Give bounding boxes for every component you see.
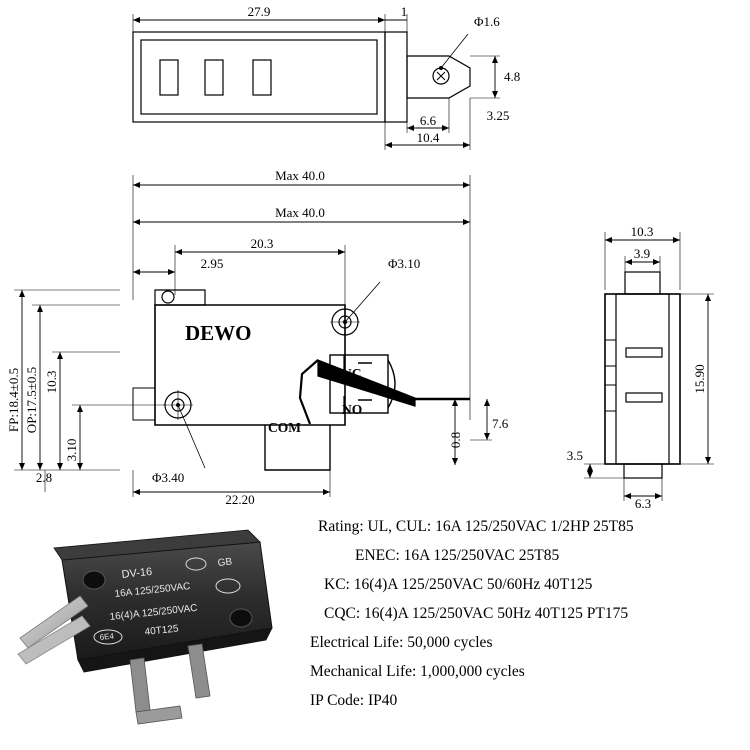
svg-text:3.5: 3.5 — [566, 448, 583, 463]
svg-text:OP:17.5±0.5: OP:17.5±0.5 — [24, 366, 39, 434]
svg-text:DV-16: DV-16 — [121, 565, 153, 581]
svg-text:6.6: 6.6 — [419, 113, 437, 128]
svg-text:16(4)A 125/250VAC: 16(4)A 125/250VAC — [109, 602, 199, 623]
svg-text:NC: NC — [342, 366, 362, 381]
specifications-list — [300, 512, 634, 715]
svg-text:Φ3.10: Φ3.10 — [388, 256, 421, 271]
product-photo — [10, 520, 300, 745]
svg-text:Φ3.40: Φ3.40 — [152, 470, 185, 485]
svg-text:22.20: 22.20 — [225, 492, 255, 507]
svg-text:40T125: 40T125 — [144, 623, 180, 638]
svg-text:16A 125/250VAC: 16A 125/250VAC — [114, 581, 191, 600]
svg-text:Max 40.0: Max 40.0 — [275, 205, 325, 220]
svg-text:3.10: 3.10 — [64, 438, 79, 462]
spec-line-cqc: CQC: 16(4)A 125/250VAC 50Hz 40T125 PT175 — [324, 605, 629, 622]
spec-line-rating: Rating: UL, CUL: 16A 125/250VAC 1/2HP 25T85 — [318, 518, 634, 535]
svg-text:DEWO: DEWO — [185, 321, 252, 345]
spec-line-electrical-life: Electrical Life: 50,000 cycles — [310, 634, 493, 651]
svg-text:15.90: 15.90 — [692, 364, 707, 394]
svg-text:4.8: 4.8 — [504, 69, 521, 84]
svg-text:20.3: 20.3 — [250, 236, 274, 251]
svg-text:6E4: 6E4 — [99, 631, 115, 642]
spec-line-enec: ENEC: 16A 125/250VAC 25T85 — [355, 547, 560, 564]
svg-text:1: 1 — [400, 4, 408, 19]
svg-text:COM: COM — [268, 420, 301, 435]
svg-text:Φ1.6: Φ1.6 — [474, 14, 500, 29]
svg-text:0.8: 0.8 — [448, 431, 463, 449]
spec-line-kc: KC: 16(4)A 125/250VAC 50/60Hz 40T125 — [324, 576, 593, 593]
svg-text:10.3: 10.3 — [630, 224, 654, 239]
spec-line-ip-code: IP Code: IP40 — [310, 692, 398, 709]
svg-text:3.9: 3.9 — [633, 246, 651, 261]
svg-text:FP:18.4±0.5: FP:18.4±0.5 — [6, 367, 21, 433]
svg-text:Max 40.0: Max 40.0 — [275, 168, 325, 183]
spec-line-mechanical-life: Mechanical Life: 1,000,000 cycles — [310, 663, 525, 680]
svg-text:GB: GB — [217, 556, 233, 569]
svg-text:10.4: 10.4 — [416, 130, 440, 145]
svg-text:10.3: 10.3 — [44, 370, 59, 394]
svg-text:2.8: 2.8 — [35, 470, 53, 485]
svg-text:3.25: 3.25 — [486, 108, 510, 123]
svg-text:7.6: 7.6 — [492, 416, 509, 431]
svg-text:2.95: 2.95 — [200, 256, 224, 271]
svg-text:NO: NO — [342, 402, 363, 417]
svg-text:6.3: 6.3 — [634, 496, 652, 511]
svg-text:27.9: 27.9 — [247, 4, 271, 19]
